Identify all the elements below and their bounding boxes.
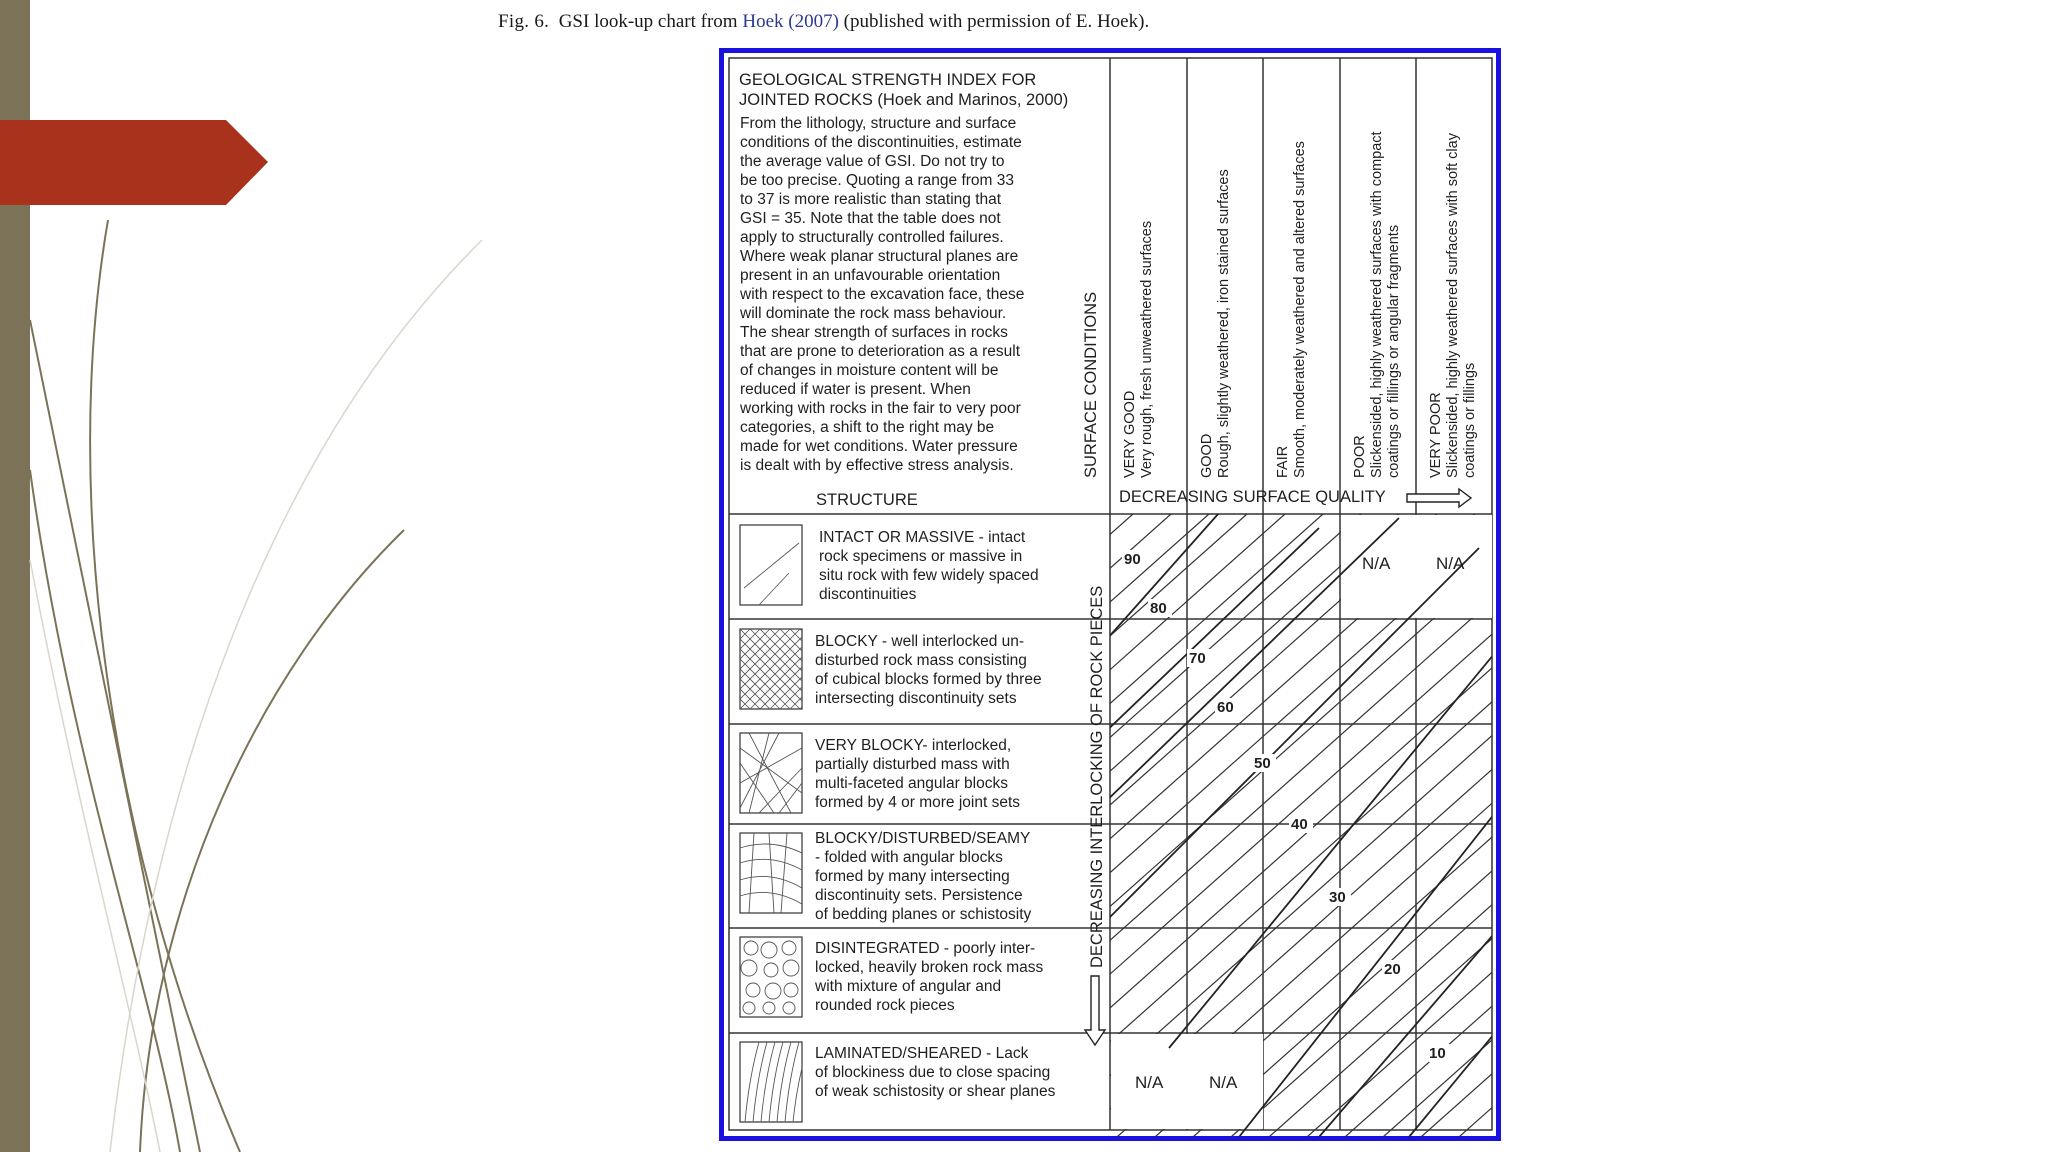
decreasing-surface-quality-label: DECREASING SURFACE QUALITY xyxy=(1119,488,1386,506)
structure-row-line: VERY BLOCKY- interlocked, xyxy=(815,737,1012,754)
down-arrow-icon xyxy=(1085,976,1105,1045)
gsi-chart-svg xyxy=(719,48,1501,1141)
intro-line: to 37 is more realistic than stating that xyxy=(740,191,1002,208)
gsi-label-30: 30 xyxy=(1329,889,1346,906)
decreasing-interlocking-label: DECREASING INTERLOCKING OF ROCK PIECES xyxy=(1088,585,1106,968)
column-description: coatings or fillings or angular fragments xyxy=(1386,224,1402,478)
intro-line: The shear strength of surfaces in rocks xyxy=(740,324,1008,341)
intro-line: present in an unfavourable orientation xyxy=(740,267,1001,284)
column-header-fair xyxy=(1275,141,1308,478)
intro-line: conditions of the discontinuities, estimate xyxy=(740,134,1022,151)
intro-line: is dealt with by effective stress analysis. xyxy=(740,457,1014,474)
structure-row-line: DISINTEGRATED - poorly inter- xyxy=(815,940,1036,957)
structure-row-line: BLOCKY - well interlocked un- xyxy=(815,633,1025,650)
structure-row-line: intersecting discontinuity sets xyxy=(815,690,1017,707)
surface-condition-columns xyxy=(1122,131,1478,478)
structure-row-line: rock specimens or massive in xyxy=(819,548,1023,565)
column-description: Rough, slightly weathered, iron stained surfaces xyxy=(1216,169,1232,478)
intro-line: working with rocks in the fair to very poor xyxy=(740,400,1021,417)
na-label-verypoor-intact: N/A xyxy=(1436,554,1465,573)
structure-row-line: disturbed rock mass consisting xyxy=(815,652,1027,669)
structure-row-line: INTACT OR MASSIVE - intact xyxy=(819,529,1026,546)
structure-row-text xyxy=(819,529,1039,603)
structure-row-text xyxy=(815,1045,1056,1100)
surface-conditions-label: SURFACE CONDITIONS xyxy=(1082,291,1100,478)
intro-line: apply to structurally controlled failures. xyxy=(740,229,1004,246)
gsi-label-50: 50 xyxy=(1254,755,1271,772)
gsi-chart-figure xyxy=(719,48,1501,1141)
intro-line: with respect to the excavation face, these xyxy=(740,286,1025,303)
gsi-label-90: 90 xyxy=(1124,551,1141,568)
gsi-label-40: 40 xyxy=(1291,816,1308,833)
column-rating: VERY POOR xyxy=(1428,392,1444,478)
caption-text-after: (published with permission of E. Hoek). xyxy=(843,11,1150,32)
structure-row-line: of cubical blocks formed by three xyxy=(815,671,1042,688)
column-description: Very rough, fresh unweathered surfaces xyxy=(1139,220,1155,478)
structure-row-line: multi-faceted angular blocks xyxy=(815,775,1008,792)
intact-massive-icon xyxy=(740,525,802,605)
column-header-poor xyxy=(1352,131,1402,478)
column-header-good xyxy=(1199,169,1232,478)
na-label-verygood-laminated: N/A xyxy=(1135,1073,1164,1092)
column-description: Slickensided, highly weathered surfaces with compact xyxy=(1369,131,1385,478)
blocky-disturbed-seamy-icon xyxy=(740,833,802,913)
red-banner-arrow xyxy=(0,120,268,205)
structure-label: STRUCTURE xyxy=(816,491,918,509)
structure-row-line: situ rock with few widely spaced xyxy=(819,567,1039,584)
na-label-poor-intact: N/A xyxy=(1362,554,1391,573)
caption-reference-link[interactable]: Hoek (2007) xyxy=(742,11,839,32)
structure-row-text xyxy=(815,830,1032,923)
column-description: Slickensided, highly weathered surfaces with soft clay xyxy=(1445,133,1461,478)
structure-row-line: of weak schistosity or shear planes xyxy=(815,1083,1056,1100)
column-header-very-poor xyxy=(1428,132,1478,478)
structure-row-line: of bedding planes or schistosity xyxy=(815,906,1032,923)
structure-row-line: locked, heavily broken rock mass xyxy=(815,959,1044,976)
intro-line: From the lithology, structure and surface xyxy=(740,115,1017,132)
na-label-good-laminated: N/A xyxy=(1209,1073,1238,1092)
structure-row-line: rounded rock pieces xyxy=(815,997,955,1014)
column-rating: FAIR xyxy=(1275,445,1291,478)
column-description: coatings or fillings xyxy=(1462,362,1478,478)
structure-row-line: discontinuities xyxy=(819,586,917,603)
intro-line: will dominate the rock mass behaviour. xyxy=(740,305,1007,322)
na-cell-block-bottom xyxy=(1111,1034,1263,1129)
structure-row-line: formed by many intersecting xyxy=(815,868,1010,885)
structure-row-line: formed by 4 or more joint sets xyxy=(815,794,1021,811)
structure-row-text xyxy=(815,633,1042,707)
very-blocky-icon xyxy=(740,733,802,813)
intro-line: Where weak planar structural planes are xyxy=(740,248,1019,265)
intro-line: be too precise. Quoting a range from 33 xyxy=(740,172,1014,189)
laminated-sheared-icon xyxy=(740,1042,802,1122)
intro-line: of changes in moisture content will be xyxy=(740,362,999,379)
gsi-label-20: 20 xyxy=(1384,961,1401,978)
structure-row-text xyxy=(814,940,1044,1014)
structure-row-text xyxy=(815,737,1020,811)
column-description: Smooth, moderately weathered and altered surfaces xyxy=(1292,141,1308,478)
structure-row-line: discontinuity sets. Persistence xyxy=(815,887,1023,904)
intro-line: reduced if water is present. When xyxy=(740,381,971,398)
structure-row-line: LAMINATED/SHEARED - Lack xyxy=(815,1045,1029,1062)
intro-line: the average value of GSI. Do not try to xyxy=(740,153,1005,170)
structure-row-line: of blockiness due to close spacing xyxy=(815,1064,1051,1081)
column-rating: VERY GOOD xyxy=(1122,390,1138,478)
gsi-label-60: 60 xyxy=(1217,699,1234,716)
chart-title-line-2: JOINTED ROCKS (Hoek and Marinos, 2000) xyxy=(739,91,1069,109)
structure-row-line: BLOCKY/DISTURBED/SEAMY xyxy=(815,830,1031,847)
figure-caption xyxy=(498,11,1149,33)
caption-text-before: GSI look-up chart from xyxy=(558,11,738,32)
column-header-very-good xyxy=(1122,221,1155,478)
disintegrated-icon xyxy=(740,937,802,1017)
gsi-label-70: 70 xyxy=(1189,650,1206,667)
gsi-label-10: 10 xyxy=(1429,1045,1446,1062)
intro-line: that are prone to deterioration as a result xyxy=(740,343,1021,360)
column-rating: POOR xyxy=(1352,435,1368,478)
structure-row-line: partially disturbed mass with xyxy=(815,756,1010,773)
intro-line: categories, a shift to the right may be xyxy=(740,419,995,436)
structure-rows xyxy=(814,529,1056,1100)
structure-row-line: - folded with angular blocks xyxy=(815,849,1003,866)
chart-title-line-1: GEOLOGICAL STRENGTH INDEX FOR xyxy=(739,71,1037,89)
intro-line: made for wet conditions. Water pressure xyxy=(740,438,1018,455)
intro-line: GSI = 35. Note that the table does not xyxy=(740,210,1001,227)
structure-row-line: with mixture of angular and xyxy=(815,978,1002,995)
gsi-label-80: 80 xyxy=(1150,600,1167,617)
column-rating: GOOD xyxy=(1199,433,1215,478)
caption-fig-label: Fig. 6. xyxy=(498,11,550,32)
chart-intro-paragraph xyxy=(739,115,1024,474)
